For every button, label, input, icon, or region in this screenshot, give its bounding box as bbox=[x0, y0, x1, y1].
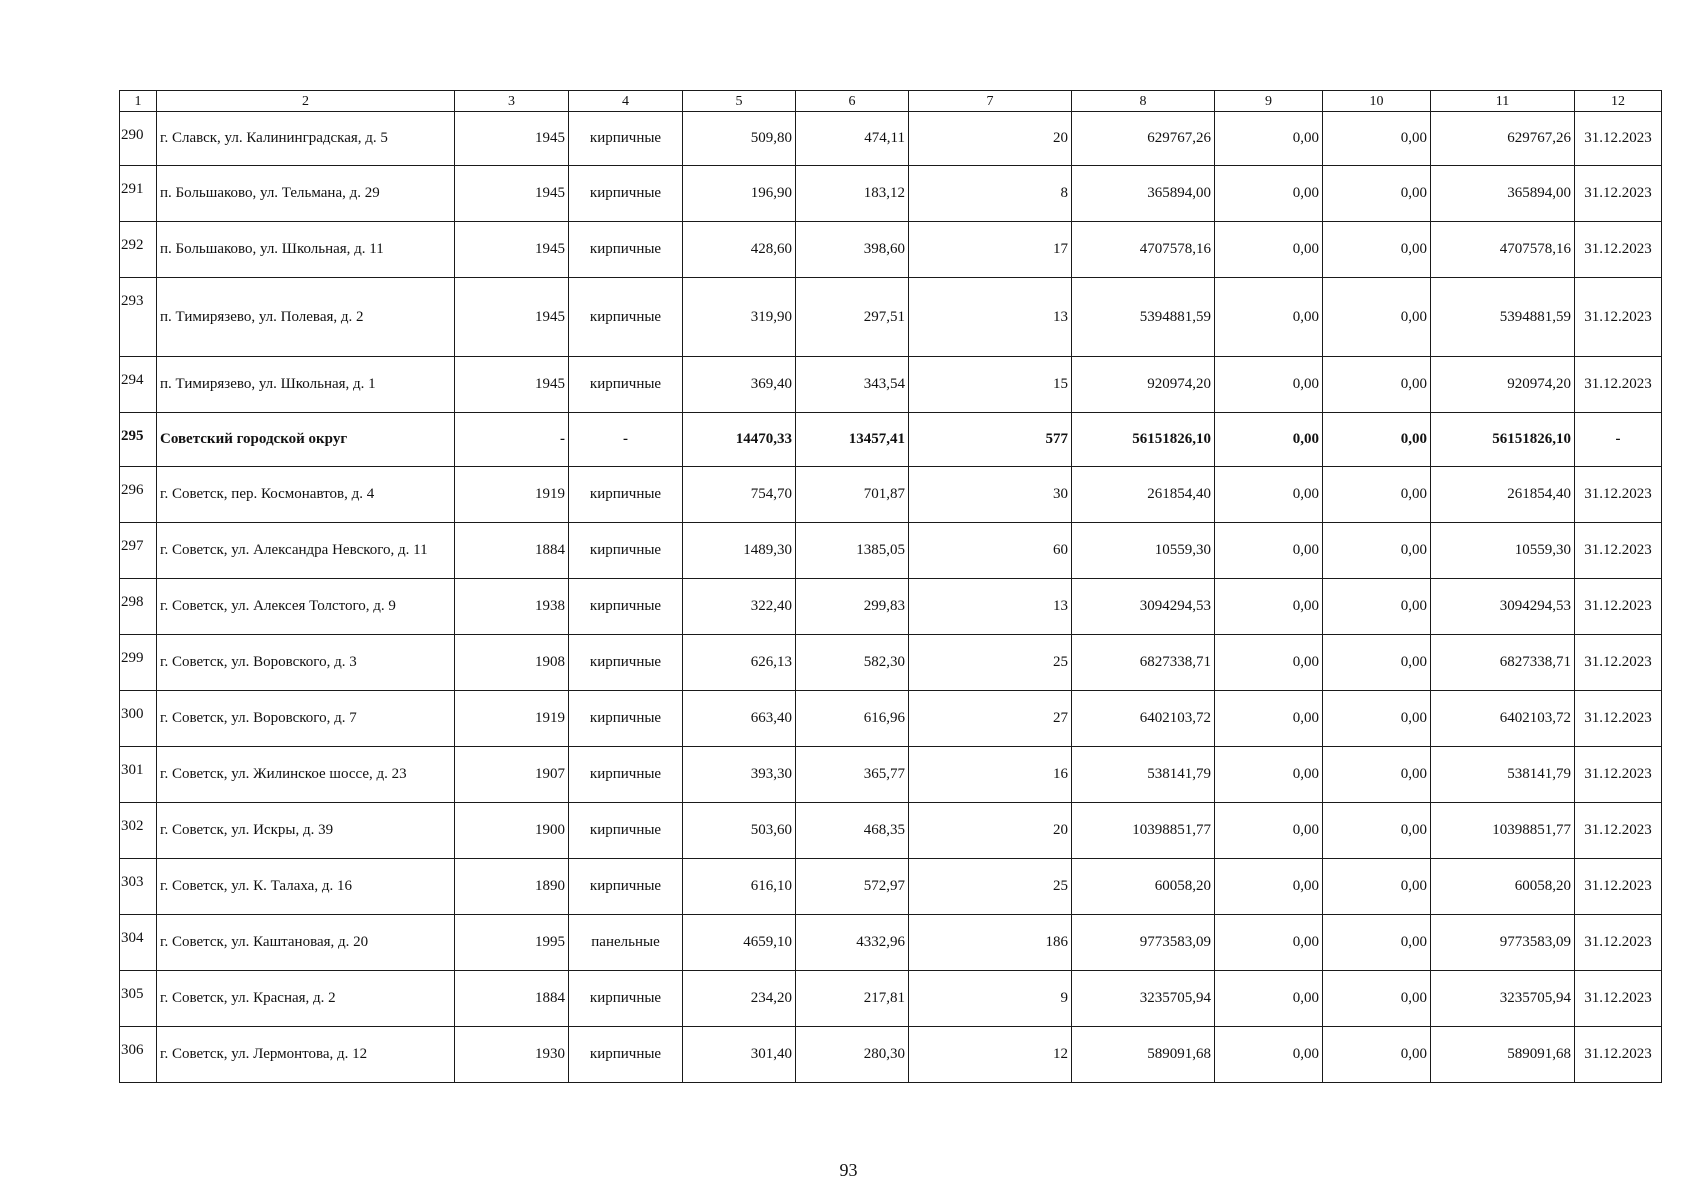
row-number: 306 bbox=[120, 1027, 157, 1083]
value-cell-8: 56151826,10 bbox=[1072, 413, 1215, 467]
year-cell: 1900 bbox=[455, 803, 569, 859]
address-cell: г. Советск, ул. Искры, д. 39 bbox=[157, 803, 455, 859]
value-cell-5: 616,10 bbox=[683, 859, 796, 915]
header-row bbox=[120, 91, 1662, 112]
page-number: 93 bbox=[839, 1160, 858, 1180]
value-cell-7: 17 bbox=[909, 222, 1072, 278]
date-cell: 31.12.2023 bbox=[1575, 1027, 1662, 1083]
address-cell: г. Советск, пер. Космонавтов, д. 4 bbox=[157, 467, 455, 523]
address-cell: г. Советск, ул. Воровского, д. 7 bbox=[157, 691, 455, 747]
column-header: 2 bbox=[157, 91, 455, 112]
table-row bbox=[120, 278, 1662, 357]
value-cell-7: 577 bbox=[909, 413, 1072, 467]
value-cell-8: 60058,20 bbox=[1072, 859, 1215, 915]
address-cell: п. Большаково, ул. Тельмана, д. 29 bbox=[157, 166, 455, 222]
value-cell-10: 0,00 bbox=[1323, 579, 1431, 635]
value-cell-7: 12 bbox=[909, 1027, 1072, 1083]
value-cell-6: 468,35 bbox=[796, 803, 909, 859]
material-cell: кирпичные bbox=[569, 803, 683, 859]
year-cell: 1995 bbox=[455, 915, 569, 971]
value-cell-8: 3094294,53 bbox=[1072, 579, 1215, 635]
row-number: 296 bbox=[120, 467, 157, 523]
value-cell-8: 365894,00 bbox=[1072, 166, 1215, 222]
row-number: 299 bbox=[120, 635, 157, 691]
value-cell-9: 0,00 bbox=[1215, 635, 1323, 691]
value-cell-5: 196,90 bbox=[683, 166, 796, 222]
value-cell-8: 10559,30 bbox=[1072, 523, 1215, 579]
address-cell: п. Тимирязево, ул. Полевая, д. 2 bbox=[157, 278, 455, 357]
material-cell: - bbox=[569, 413, 683, 467]
material-cell: кирпичные bbox=[569, 579, 683, 635]
year-cell: 1908 bbox=[455, 635, 569, 691]
year-cell: 1890 bbox=[455, 859, 569, 915]
value-cell-7: 20 bbox=[909, 803, 1072, 859]
year-cell: - bbox=[455, 413, 569, 467]
value-cell-6: 183,12 bbox=[796, 166, 909, 222]
table-row bbox=[120, 691, 1662, 747]
material-cell: кирпичные bbox=[569, 1027, 683, 1083]
row-number: 305 bbox=[120, 971, 157, 1027]
value-cell-10: 0,00 bbox=[1323, 467, 1431, 523]
value-cell-10: 0,00 bbox=[1323, 747, 1431, 803]
value-cell-10: 0,00 bbox=[1323, 859, 1431, 915]
material-cell: кирпичные bbox=[569, 747, 683, 803]
table-row bbox=[120, 112, 1662, 166]
value-cell-5: 4659,10 bbox=[683, 915, 796, 971]
value-cell-9: 0,00 bbox=[1215, 357, 1323, 413]
value-cell-6: 701,87 bbox=[796, 467, 909, 523]
value-cell-8: 261854,40 bbox=[1072, 467, 1215, 523]
value-cell-11: 261854,40 bbox=[1431, 467, 1575, 523]
column-header: 11 bbox=[1431, 91, 1575, 112]
value-cell-5: 322,40 bbox=[683, 579, 796, 635]
address-cell: г. Советск, ул. К. Талаха, д. 16 bbox=[157, 859, 455, 915]
row-number: 290 bbox=[120, 112, 157, 166]
value-cell-5: 626,13 bbox=[683, 635, 796, 691]
material-cell: кирпичные bbox=[569, 859, 683, 915]
value-cell-8: 10398851,77 bbox=[1072, 803, 1215, 859]
value-cell-7: 30 bbox=[909, 467, 1072, 523]
table-row bbox=[120, 859, 1662, 915]
value-cell-7: 186 bbox=[909, 915, 1072, 971]
row-number: 302 bbox=[120, 803, 157, 859]
value-cell-5: 14470,33 bbox=[683, 413, 796, 467]
address-cell: п. Большаково, ул. Школьная, д. 11 bbox=[157, 222, 455, 278]
value-cell-5: 509,80 bbox=[683, 112, 796, 166]
value-cell-9: 0,00 bbox=[1215, 971, 1323, 1027]
column-header: 6 bbox=[796, 91, 909, 112]
value-cell-6: 13457,41 bbox=[796, 413, 909, 467]
date-cell: 31.12.2023 bbox=[1575, 523, 1662, 579]
value-cell-9: 0,00 bbox=[1215, 803, 1323, 859]
value-cell-11: 538141,79 bbox=[1431, 747, 1575, 803]
data-table bbox=[119, 90, 1662, 1083]
address-cell: п. Тимирязево, ул. Школьная, д. 1 bbox=[157, 357, 455, 413]
value-cell-6: 4332,96 bbox=[796, 915, 909, 971]
address-cell: г. Советск, ул. Жилинское шоссе, д. 23 bbox=[157, 747, 455, 803]
date-cell: 31.12.2023 bbox=[1575, 803, 1662, 859]
value-cell-11: 5394881,59 bbox=[1431, 278, 1575, 357]
row-number: 291 bbox=[120, 166, 157, 222]
date-cell: 31.12.2023 bbox=[1575, 579, 1662, 635]
material-cell: кирпичные bbox=[569, 357, 683, 413]
row-number: 298 bbox=[120, 579, 157, 635]
value-cell-11: 10398851,77 bbox=[1431, 803, 1575, 859]
value-cell-7: 13 bbox=[909, 278, 1072, 357]
value-cell-10: 0,00 bbox=[1323, 278, 1431, 357]
value-cell-10: 0,00 bbox=[1323, 357, 1431, 413]
date-cell: 31.12.2023 bbox=[1575, 112, 1662, 166]
value-cell-10: 0,00 bbox=[1323, 915, 1431, 971]
value-cell-9: 0,00 bbox=[1215, 222, 1323, 278]
value-cell-11: 6402103,72 bbox=[1431, 691, 1575, 747]
value-cell-11: 10559,30 bbox=[1431, 523, 1575, 579]
value-cell-6: 365,77 bbox=[796, 747, 909, 803]
value-cell-8: 920974,20 bbox=[1072, 357, 1215, 413]
table-row bbox=[120, 1027, 1662, 1083]
column-header: 4 bbox=[569, 91, 683, 112]
address-cell: г. Советск, ул. Каштановая, д. 20 bbox=[157, 915, 455, 971]
value-cell-11: 3094294,53 bbox=[1431, 579, 1575, 635]
date-cell: 31.12.2023 bbox=[1575, 222, 1662, 278]
value-cell-10: 0,00 bbox=[1323, 112, 1431, 166]
value-cell-7: 25 bbox=[909, 635, 1072, 691]
value-cell-9: 0,00 bbox=[1215, 915, 1323, 971]
date-cell: 31.12.2023 bbox=[1575, 915, 1662, 971]
row-number: 293 bbox=[120, 278, 157, 357]
row-number: 297 bbox=[120, 523, 157, 579]
value-cell-8: 3235705,94 bbox=[1072, 971, 1215, 1027]
date-cell: 31.12.2023 bbox=[1575, 357, 1662, 413]
year-cell: 1884 bbox=[455, 523, 569, 579]
year-cell: 1930 bbox=[455, 1027, 569, 1083]
year-cell: 1919 bbox=[455, 467, 569, 523]
year-cell: 1945 bbox=[455, 166, 569, 222]
value-cell-10: 0,00 bbox=[1323, 691, 1431, 747]
value-cell-6: 297,51 bbox=[796, 278, 909, 357]
value-cell-11: 60058,20 bbox=[1431, 859, 1575, 915]
value-cell-6: 217,81 bbox=[796, 971, 909, 1027]
material-cell: кирпичные bbox=[569, 691, 683, 747]
value-cell-10: 0,00 bbox=[1323, 1027, 1431, 1083]
value-cell-9: 0,00 bbox=[1215, 1027, 1323, 1083]
table-row bbox=[120, 222, 1662, 278]
table-row bbox=[120, 635, 1662, 691]
row-number: 292 bbox=[120, 222, 157, 278]
table-row bbox=[120, 166, 1662, 222]
value-cell-11: 920974,20 bbox=[1431, 357, 1575, 413]
value-cell-9: 0,00 bbox=[1215, 691, 1323, 747]
value-cell-9: 0,00 bbox=[1215, 747, 1323, 803]
date-cell: 31.12.2023 bbox=[1575, 278, 1662, 357]
value-cell-7: 13 bbox=[909, 579, 1072, 635]
value-cell-6: 299,83 bbox=[796, 579, 909, 635]
value-cell-11: 3235705,94 bbox=[1431, 971, 1575, 1027]
value-cell-8: 4707578,16 bbox=[1072, 222, 1215, 278]
column-header: 9 bbox=[1215, 91, 1323, 112]
value-cell-11: 365894,00 bbox=[1431, 166, 1575, 222]
date-cell: 31.12.2023 bbox=[1575, 691, 1662, 747]
column-header: 1 bbox=[120, 91, 157, 112]
value-cell-6: 1385,05 bbox=[796, 523, 909, 579]
value-cell-7: 20 bbox=[909, 112, 1072, 166]
value-cell-7: 9 bbox=[909, 971, 1072, 1027]
value-cell-10: 0,00 bbox=[1323, 803, 1431, 859]
column-header: 12 bbox=[1575, 91, 1662, 112]
value-cell-9: 0,00 bbox=[1215, 523, 1323, 579]
value-cell-6: 398,60 bbox=[796, 222, 909, 278]
material-cell: кирпичные bbox=[569, 635, 683, 691]
year-cell: 1945 bbox=[455, 357, 569, 413]
value-cell-8: 5394881,59 bbox=[1072, 278, 1215, 357]
value-cell-11: 6827338,71 bbox=[1431, 635, 1575, 691]
row-number: 301 bbox=[120, 747, 157, 803]
table-row bbox=[120, 523, 1662, 579]
address-cell: г. Советск, ул. Красная, д. 2 bbox=[157, 971, 455, 1027]
value-cell-5: 1489,30 bbox=[683, 523, 796, 579]
table-row bbox=[120, 357, 1662, 413]
material-cell: кирпичные bbox=[569, 467, 683, 523]
value-cell-11: 629767,26 bbox=[1431, 112, 1575, 166]
total-row bbox=[120, 413, 1662, 467]
address-cell: Советский городской округ bbox=[157, 413, 455, 467]
row-number: 300 bbox=[120, 691, 157, 747]
value-cell-5: 319,90 bbox=[683, 278, 796, 357]
value-cell-7: 16 bbox=[909, 747, 1072, 803]
table-row bbox=[120, 579, 1662, 635]
value-cell-7: 60 bbox=[909, 523, 1072, 579]
address-cell: г. Советск, ул. Алексея Толстого, д. 9 bbox=[157, 579, 455, 635]
value-cell-8: 538141,79 bbox=[1072, 747, 1215, 803]
value-cell-10: 0,00 bbox=[1323, 635, 1431, 691]
value-cell-11: 4707578,16 bbox=[1431, 222, 1575, 278]
material-cell: кирпичные bbox=[569, 222, 683, 278]
value-cell-10: 0,00 bbox=[1323, 523, 1431, 579]
value-cell-5: 369,40 bbox=[683, 357, 796, 413]
date-cell: - bbox=[1575, 413, 1662, 467]
address-cell: г. Советск, ул. Александра Невского, д. 11 bbox=[157, 523, 455, 579]
value-cell-11: 589091,68 bbox=[1431, 1027, 1575, 1083]
row-number: 295 bbox=[120, 413, 157, 467]
value-cell-5: 428,60 bbox=[683, 222, 796, 278]
value-cell-5: 754,70 bbox=[683, 467, 796, 523]
column-header: 7 bbox=[909, 91, 1072, 112]
year-cell: 1945 bbox=[455, 222, 569, 278]
value-cell-5: 503,60 bbox=[683, 803, 796, 859]
value-cell-8: 589091,68 bbox=[1072, 1027, 1215, 1083]
value-cell-8: 629767,26 bbox=[1072, 112, 1215, 166]
value-cell-8: 6827338,71 bbox=[1072, 635, 1215, 691]
table-row bbox=[120, 467, 1662, 523]
row-number: 294 bbox=[120, 357, 157, 413]
material-cell: кирпичные bbox=[569, 112, 683, 166]
year-cell: 1945 bbox=[455, 112, 569, 166]
value-cell-7: 25 bbox=[909, 859, 1072, 915]
date-cell: 31.12.2023 bbox=[1575, 166, 1662, 222]
value-cell-9: 0,00 bbox=[1215, 413, 1323, 467]
year-cell: 1919 bbox=[455, 691, 569, 747]
value-cell-11: 9773583,09 bbox=[1431, 915, 1575, 971]
address-cell: г. Славск, ул. Калининградская, д. 5 bbox=[157, 112, 455, 166]
value-cell-9: 0,00 bbox=[1215, 579, 1323, 635]
value-cell-8: 9773583,09 bbox=[1072, 915, 1215, 971]
value-cell-6: 474,11 bbox=[796, 112, 909, 166]
date-cell: 31.12.2023 bbox=[1575, 635, 1662, 691]
value-cell-9: 0,00 bbox=[1215, 112, 1323, 166]
value-cell-6: 616,96 bbox=[796, 691, 909, 747]
value-cell-10: 0,00 bbox=[1323, 971, 1431, 1027]
year-cell: 1907 bbox=[455, 747, 569, 803]
column-header: 10 bbox=[1323, 91, 1431, 112]
value-cell-6: 343,54 bbox=[796, 357, 909, 413]
year-cell: 1938 bbox=[455, 579, 569, 635]
table-row bbox=[120, 971, 1662, 1027]
material-cell: кирпичные bbox=[569, 166, 683, 222]
address-cell: г. Советск, ул. Воровского, д. 3 bbox=[157, 635, 455, 691]
year-cell: 1884 bbox=[455, 971, 569, 1027]
year-cell: 1945 bbox=[455, 278, 569, 357]
column-header: 8 bbox=[1072, 91, 1215, 112]
value-cell-5: 234,20 bbox=[683, 971, 796, 1027]
material-cell: кирпичные bbox=[569, 278, 683, 357]
column-header: 3 bbox=[455, 91, 569, 112]
value-cell-9: 0,00 bbox=[1215, 859, 1323, 915]
value-cell-7: 27 bbox=[909, 691, 1072, 747]
value-cell-6: 582,30 bbox=[796, 635, 909, 691]
table-row bbox=[120, 915, 1662, 971]
value-cell-5: 393,30 bbox=[683, 747, 796, 803]
date-cell: 31.12.2023 bbox=[1575, 971, 1662, 1027]
value-cell-10: 0,00 bbox=[1323, 166, 1431, 222]
value-cell-10: 0,00 bbox=[1323, 222, 1431, 278]
value-cell-6: 572,97 bbox=[796, 859, 909, 915]
address-cell: г. Советск, ул. Лермонтова, д. 12 bbox=[157, 1027, 455, 1083]
column-header: 5 bbox=[683, 91, 796, 112]
value-cell-11: 56151826,10 bbox=[1431, 413, 1575, 467]
table-row bbox=[120, 803, 1662, 859]
value-cell-10: 0,00 bbox=[1323, 413, 1431, 467]
row-number: 304 bbox=[120, 915, 157, 971]
material-cell: кирпичные bbox=[569, 971, 683, 1027]
value-cell-9: 0,00 bbox=[1215, 467, 1323, 523]
date-cell: 31.12.2023 bbox=[1575, 859, 1662, 915]
value-cell-5: 301,40 bbox=[683, 1027, 796, 1083]
material-cell: кирпичные bbox=[569, 523, 683, 579]
value-cell-8: 6402103,72 bbox=[1072, 691, 1215, 747]
value-cell-5: 663,40 bbox=[683, 691, 796, 747]
value-cell-7: 8 bbox=[909, 166, 1072, 222]
value-cell-7: 15 bbox=[909, 357, 1072, 413]
value-cell-9: 0,00 bbox=[1215, 278, 1323, 357]
date-cell: 31.12.2023 bbox=[1575, 747, 1662, 803]
table-row bbox=[120, 747, 1662, 803]
value-cell-6: 280,30 bbox=[796, 1027, 909, 1083]
value-cell-9: 0,00 bbox=[1215, 166, 1323, 222]
material-cell: панельные bbox=[569, 915, 683, 971]
date-cell: 31.12.2023 bbox=[1575, 467, 1662, 523]
row-number: 303 bbox=[120, 859, 157, 915]
